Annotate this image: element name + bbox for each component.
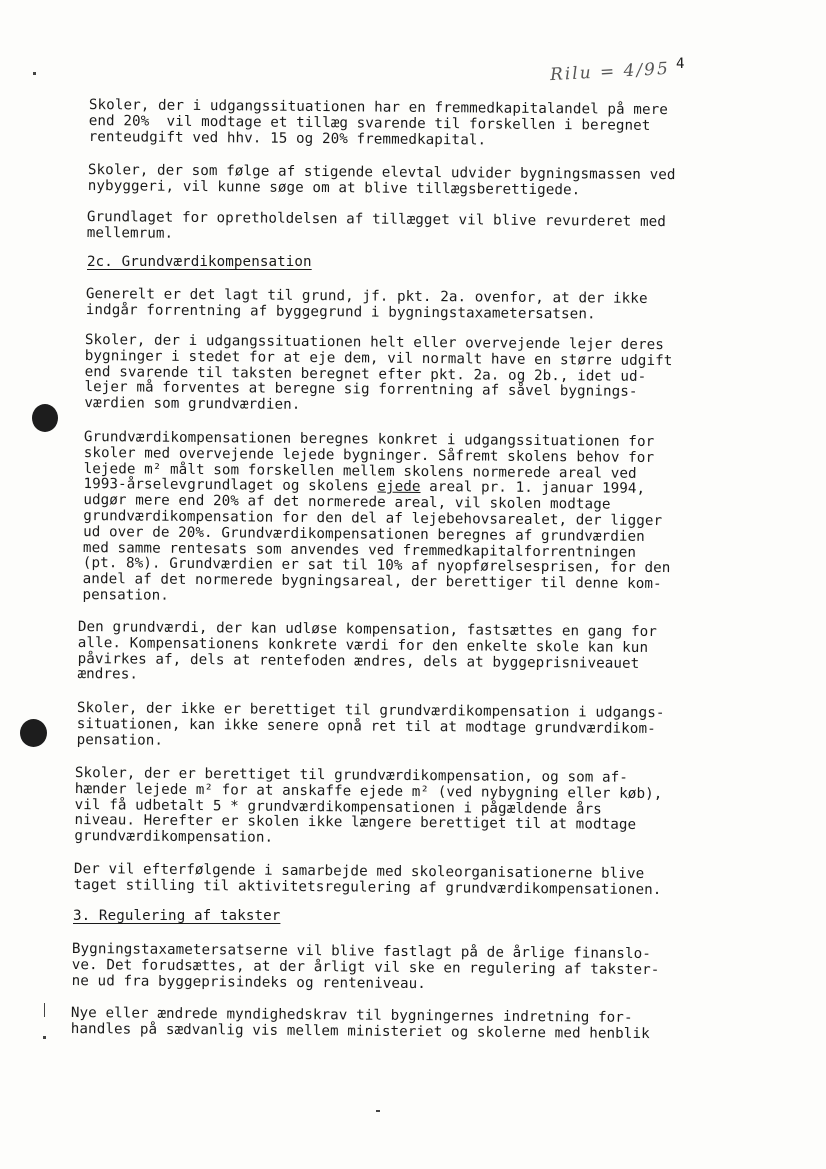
paragraph-takstregulering: Bygningstaxametersatserne vil blive fastlagt på de årlige finanslo- ve. Det forudsættes, at der årligt vil ske en regulering af takster- ne ud fra byggeprisindeks og renteniveau. <box>71 941 660 992</box>
paragraph-forrentning: Generelt er det lagt til grund, jf. pkt. 2a. ovenfor, at der ikke indgår forrentning af byggegrund i bygningstaxametersatsen. <box>85 286 648 323</box>
paragraph-beregning-part-a: Grundværdikompensationen beregnes konkret i udgangssituationen for skoler med overvejende lejede bygninger. Såfremt skolens behov for lejede m² målt som forskellen mellem skolens normerede areal ved 1993-årselevgrundlaget og skolens <box>83 429 655 495</box>
scan-speck <box>376 1110 380 1112</box>
paragraph-nybyggeri: Skoler, der som følge af stigende elevtal udvider bygningsmassen ved nybyggeri, vil kunne søge om at blive tillægsberettigede. <box>87 162 676 199</box>
handwritten-reference: Rilu = 4/95 <box>549 58 671 86</box>
scan-mark <box>44 1003 45 1017</box>
punch-hole-bottom <box>20 719 47 747</box>
page-number: 4 <box>676 56 685 72</box>
paragraph-revurdering: Grundlaget for opretholdelsen af tillægget vil blive revurderet med mellemrum. <box>86 209 666 242</box>
paragraph-lejer: Skoler, der i udgangssituationen helt eller overvejende lejer deres bygninger i stedet for at eje dem, vil normalt have en større udgift end svarende til taksten beregnet efter pkt. 2a. og 2b., idet ud- lejer må forventes at beregne sig forrentning af såvel bygnings- værdien som grundværdien. <box>84 332 673 414</box>
paragraph-afhaender: Skoler, der er berettiget til grundværdikompensation, og som af- hænder lejede m² for at anskaffe ejede m² (ved nybygning eller køb), vil få udbetalt 5 * grundværdikompensationen i pågældende års niveau. Herefter er skolen ikke længere berettiget til at modtage grundværdikompensation. <box>74 765 663 846</box>
paragraph-fremmedkapital: Skoler, der i udgangssituationen har en fremmedkapitalandel på mere end 20% vil modtage et tillæg svarende til forskellen i beregnet renteudgift ved hhv. 15 og 20% fremmedkapital. <box>88 97 668 149</box>
underlined-word-ejede: ejede <box>377 478 421 496</box>
paragraph-beregning <box>82 430 671 609</box>
section-heading-2c: 2c. Grundværdikompensation <box>87 254 312 270</box>
scan-speck <box>43 1036 46 1039</box>
paragraph-beregning-part-b: areal pr. 1. januar 1994, udgør mere end 20% af det normerede areal, vil skolen modtage grundværdikompensation for den del af lejebehovsarealet, der ligger ud over de 20%. Grundværdikompensationen beregnes af grundværdien med samme rentesats som anvendes ved fremmedkapitalforrentningen (pt. 8%). Grundværdien er sat til 10% af nyopførelsesprisen, for den andel af det normerede bygningsareal, der berettiger til denne kom- pensation. <box>82 479 671 604</box>
section-heading-3: 3. Regulering af takster <box>73 908 281 924</box>
paragraph-myndighedskrav: Nye eller ændrede myndighedskrav til bygningernes indretning for- handles på sædvanlig vis mellem ministeriet og skolerne med henblik <box>70 1005 650 1042</box>
punch-hole-top <box>32 404 58 432</box>
scan-speck <box>33 72 36 75</box>
paragraph-grundvaerdi: Den grundværdi, der kan udløse kompensation, fastsættes en gang for alle. Kompensationens konkrete værdi for den enkelte skole kan kun påvirkes af, dels at rentefoden ændres, dels at byggeprisniveauet ændres. <box>77 619 657 683</box>
paragraph-ikke-berettiget: Skoler, der ikke er berettiget til grundværdikompensation i udgangs- situationen, kan ikke senere opnå ret til at modtage grundværdikom- pensation. <box>76 700 665 749</box>
paragraph-aktivitetsregulering: Der vil efterfølgende i samarbejde med skoleorganisationerne blive taget stilling til aktivitetsregulering af grundværdikompensationen. <box>73 861 662 898</box>
